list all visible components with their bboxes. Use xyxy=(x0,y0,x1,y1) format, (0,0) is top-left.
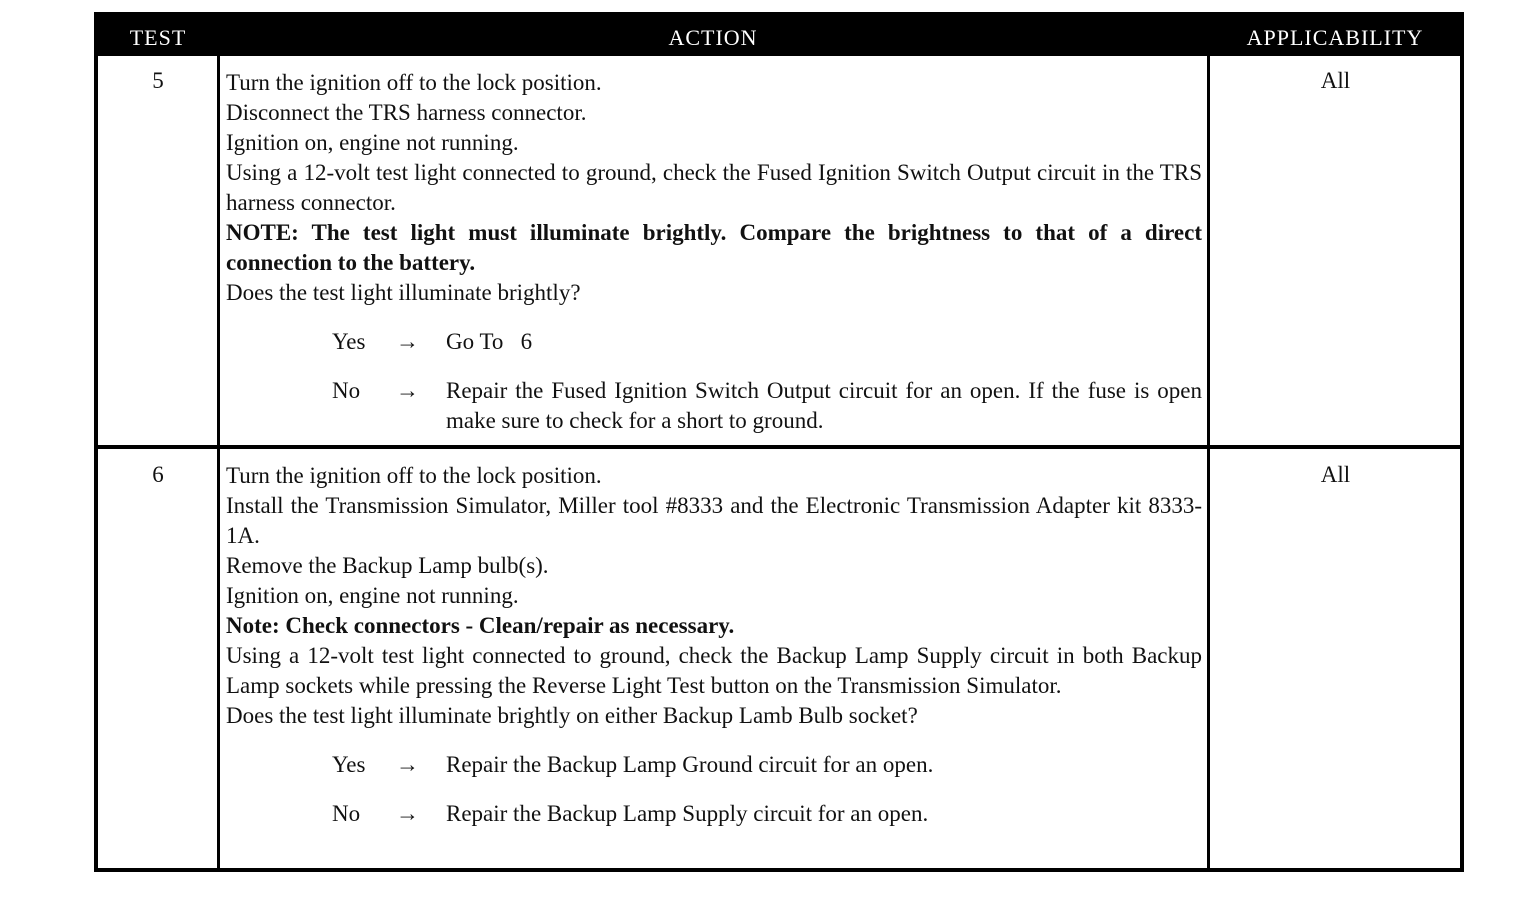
no-label: No xyxy=(332,378,361,403)
action-line: Install the Transmission Simulator, Miller tool #8333 and the Electronic Transmission Adapter kit 8333-1A. xyxy=(226,493,1202,548)
yes-result: Repair the Backup Lamp Ground circuit for an open. xyxy=(446,752,934,777)
question-line: Does the test light illuminate brightly? xyxy=(226,280,581,305)
applicability-value: All xyxy=(1320,68,1351,93)
action-cell xyxy=(226,68,1202,436)
no-result: Repair the Backup Lamp Supply circuit for an open. xyxy=(446,801,929,826)
note-line: NOTE: The test light must illuminate brightly. Compare the brightness to that of a direct connection to the battery. xyxy=(226,220,1202,275)
test-number: 6 xyxy=(152,462,164,487)
header-applicability: APPLICABILITY xyxy=(1246,25,1424,50)
diagnostic-table xyxy=(94,12,1464,872)
yes-label: Yes xyxy=(332,329,366,354)
row-divider xyxy=(98,445,1460,449)
yes-option xyxy=(226,327,1202,357)
table-header xyxy=(98,16,1460,56)
arrow-icon: → xyxy=(396,378,419,403)
header-test: TEST xyxy=(129,25,187,50)
action-line: Turn the ignition off to the lock position. xyxy=(226,463,602,488)
action-line: Disconnect the TRS harness connector. xyxy=(226,100,587,125)
no-result: Repair the Fused Ignition Switch Output circuit for an open. If the fuse is open make sure to check for a short to ground. xyxy=(446,378,1202,433)
no-label: No xyxy=(332,801,361,826)
action-line: Remove the Backup Lamp bulb(s). xyxy=(226,553,549,578)
note-line: Note: Check connectors - Clean/repair as necessary. xyxy=(226,613,735,638)
action-line: Turn the ignition off to the lock position. xyxy=(226,70,602,95)
yes-option xyxy=(226,750,1202,780)
column-divider-applicability xyxy=(1207,56,1210,872)
action-line: Ignition on, engine not running. xyxy=(226,583,519,608)
action-line: Using a 12-volt test light connected to ground, check the Backup Lamp Supply circuit in both Backup Lamp sockets while pressing the Reverse Light Test button on the Transmission Simulator. xyxy=(226,643,1202,698)
header-action: ACTION xyxy=(668,25,758,50)
yes-result: Go To 6 xyxy=(446,329,533,354)
test-number: 5 xyxy=(152,68,164,93)
arrow-icon: → xyxy=(396,329,419,354)
action-line: Using a 12-volt test light connected to ground, check the Fused Ignition Switch Output circuit in the TRS harness connector. xyxy=(226,160,1202,215)
action-cell xyxy=(226,461,1202,829)
action-line: Ignition on, engine not running. xyxy=(226,130,519,155)
question-line: Does the test light illuminate brightly on either Backup Lamb Bulb socket? xyxy=(226,703,918,728)
arrow-icon: → xyxy=(396,801,419,826)
arrow-icon: → xyxy=(396,752,419,777)
applicability-value: All xyxy=(1320,462,1351,487)
yes-label: Yes xyxy=(332,752,366,777)
no-option xyxy=(226,376,1202,436)
no-option xyxy=(226,799,1202,829)
